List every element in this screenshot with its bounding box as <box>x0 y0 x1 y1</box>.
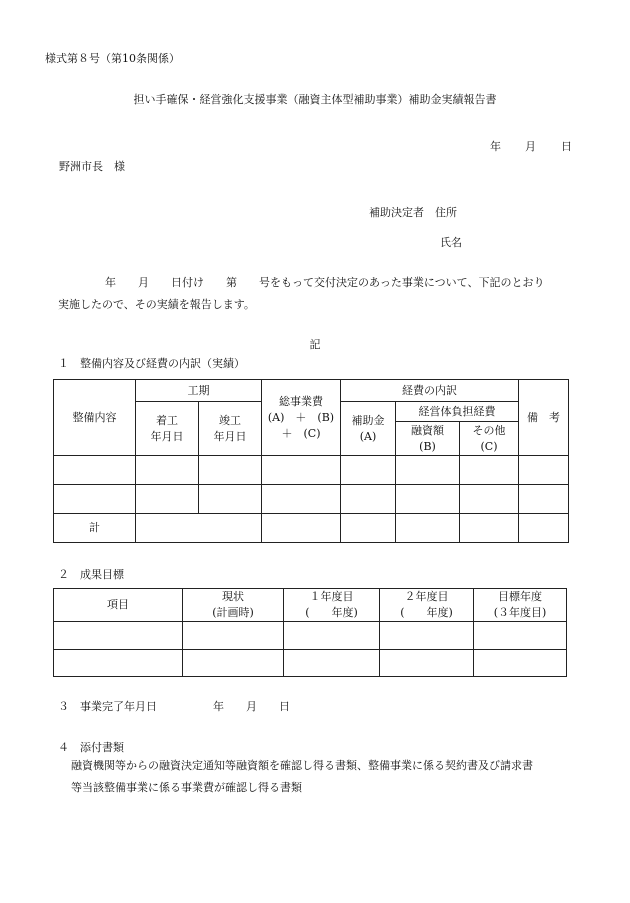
header-content-cell: 整備内容 <box>54 380 136 456</box>
header-total-cost: 総事業費 (A) ＋ (B) ＋ (C) <box>262 380 341 456</box>
header-year2: ２年度目 ( 年度) <box>380 589 474 622</box>
section4-heading: ４ 添付書類 <box>58 741 124 754</box>
header-current: 現状 (計画時) <box>183 589 284 622</box>
header-burden: 経営体負担経費 <box>396 402 519 422</box>
header-remarks: 備 考 <box>519 380 569 456</box>
table-cell[interactable] <box>519 485 569 514</box>
total-label: 計 <box>54 514 136 543</box>
table-cell[interactable] <box>136 485 199 514</box>
table-cell[interactable] <box>519 456 569 485</box>
section2-heading: ２ 成果目標 <box>58 568 124 581</box>
header-start-date: 着工 年月日 <box>136 402 199 456</box>
table-cell[interactable] <box>262 456 341 485</box>
section1-heading: １ 整備内容及び経費の内訳（実績） <box>58 357 245 370</box>
outcome-table <box>53 588 567 677</box>
section3-heading: ３ 事業完了年月日 <box>58 700 157 713</box>
table-cell[interactable] <box>474 650 567 677</box>
table-cell[interactable] <box>341 514 396 543</box>
header-loan: 融資額 (B) <box>396 422 460 456</box>
form-number: 様式第８号（第10条関係） <box>45 52 180 65</box>
table-row <box>54 485 569 514</box>
header-end-date: 竣工 年月日 <box>199 402 262 456</box>
table-cell[interactable] <box>54 650 183 677</box>
table-cell[interactable] <box>460 485 519 514</box>
ki-heading: 記 <box>309 338 321 351</box>
applicant-name-label: 氏名 <box>440 236 462 249</box>
table-cell[interactable] <box>460 456 519 485</box>
table-cell[interactable] <box>396 456 460 485</box>
total-row <box>54 514 569 543</box>
table-cell[interactable] <box>284 622 380 650</box>
table-cell[interactable] <box>380 622 474 650</box>
header-subsidy: 補助金 (A) <box>341 402 396 456</box>
table-cell[interactable] <box>183 622 284 650</box>
table-cell[interactable] <box>183 650 284 677</box>
date-month: 月 <box>525 140 536 153</box>
table-cell[interactable] <box>341 485 396 514</box>
document-title: 担い手確保・経営強化支援事業（融資主体型補助事業）補助金実績報告書 <box>133 93 497 106</box>
table-cell[interactable] <box>262 514 341 543</box>
expense-table <box>53 379 569 543</box>
attachments-line1: 融資機関等からの融資決定通知等融資額を確認し得る書類、整備事業に係る契約書及び請求書 <box>71 759 533 772</box>
attachments-line2: 等当該整備事業に係る事業費が確認し得る書類 <box>71 781 302 794</box>
table-cell[interactable] <box>341 456 396 485</box>
completion-date: 年 月 日 <box>213 700 290 713</box>
table-cell[interactable] <box>199 456 262 485</box>
header-target: 目標年度 (３年度目) <box>474 589 567 622</box>
table-cell[interactable] <box>380 650 474 677</box>
table-cell[interactable] <box>54 622 183 650</box>
table-cell[interactable] <box>136 514 262 543</box>
header-item: 項目 <box>54 589 183 622</box>
table-cell[interactable] <box>519 514 569 543</box>
header-period: 工期 <box>136 380 262 402</box>
table-cell[interactable] <box>54 456 136 485</box>
applicant-address-label: 補助決定者 住所 <box>369 206 457 219</box>
body-text-line2: 実施したので、その実績を報告します。 <box>58 298 255 311</box>
body-text-line1: 年 月 日付け 第 号をもって交付決定のあった事業について、下記のとおり <box>105 276 545 289</box>
header-breakdown: 経費の内訳 <box>341 380 519 402</box>
table-row <box>54 456 569 485</box>
table-cell[interactable] <box>54 485 136 514</box>
table-cell[interactable] <box>460 514 519 543</box>
table-cell[interactable] <box>284 650 380 677</box>
table-cell[interactable] <box>474 622 567 650</box>
table-cell[interactable] <box>396 485 460 514</box>
table-cell[interactable] <box>136 456 199 485</box>
addressee: 野洲市長 様 <box>59 160 125 173</box>
table-cell[interactable] <box>199 485 262 514</box>
header-other: その他 (C) <box>460 422 519 456</box>
table-cell[interactable] <box>262 485 341 514</box>
header-year1: １年度目 ( 年度) <box>284 589 380 622</box>
date-day: 日 <box>561 140 572 153</box>
date-year: 年 <box>490 140 501 153</box>
table-row <box>54 650 567 677</box>
table-cell[interactable] <box>396 514 460 543</box>
table-row <box>54 622 567 650</box>
